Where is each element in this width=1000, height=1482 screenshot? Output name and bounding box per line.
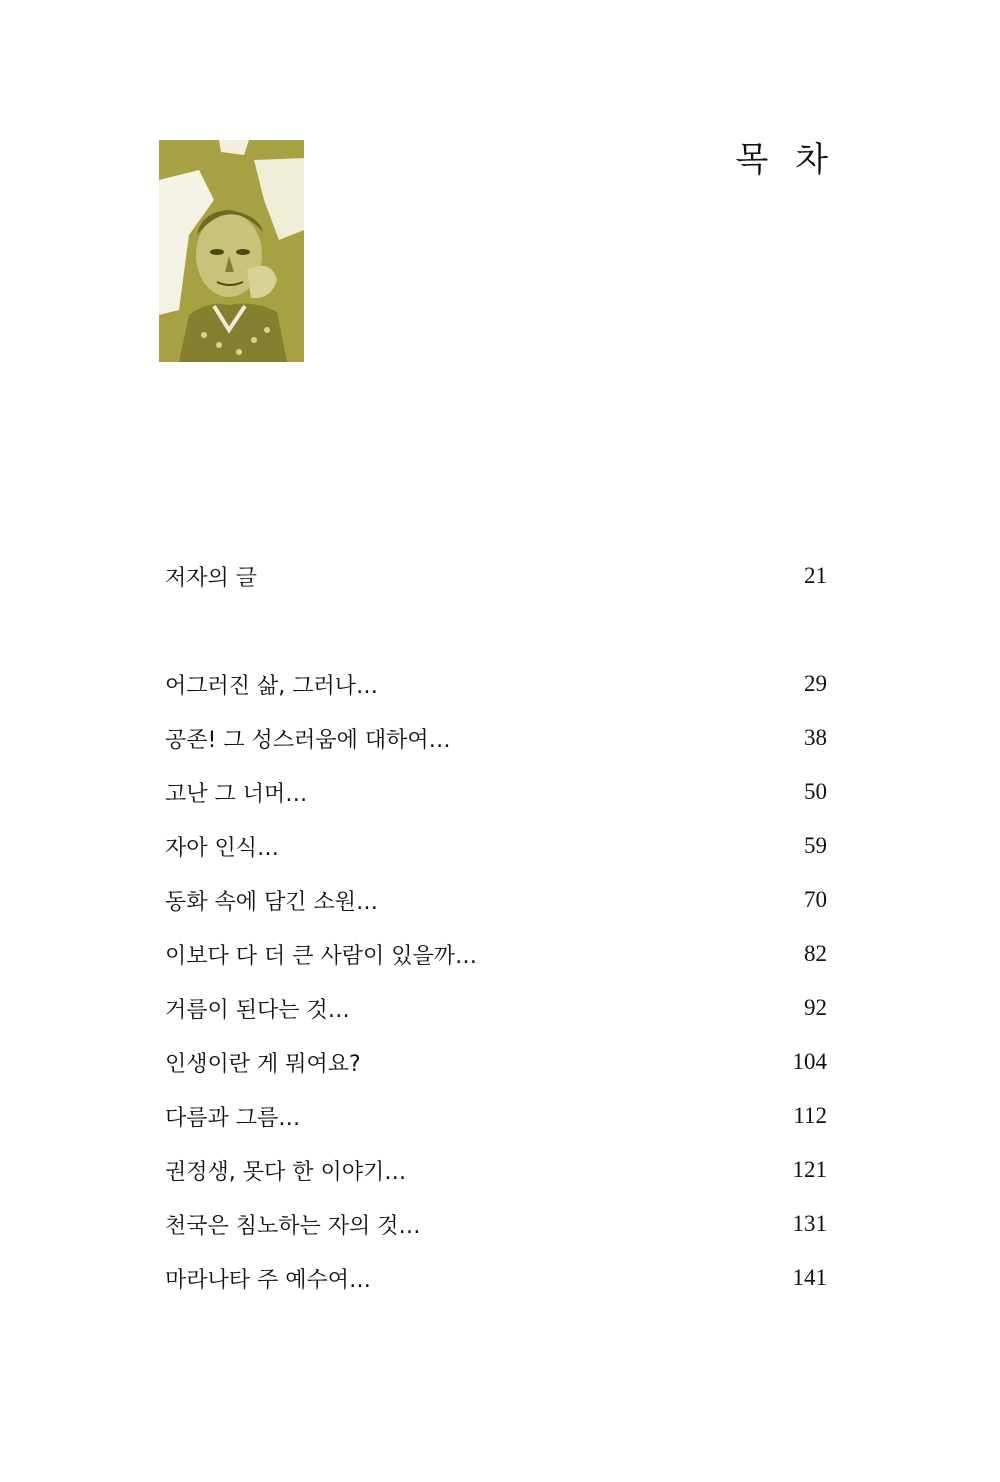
toc-entry-title: 자아 인식… [165, 835, 280, 861]
toc-entry-title: 권정생, 못다 한 이야기… [165, 1159, 407, 1185]
toc-entry [165, 558, 827, 594]
toc-entry-title: 다름과 그름… [165, 1105, 301, 1131]
toc-entry-page-number: 38 [804, 725, 827, 750]
toc-entry-title: 어그러진 삶, 그러나… [165, 673, 378, 699]
toc-entry [165, 1098, 827, 1134]
toc-entry [165, 936, 827, 972]
toc-entry [165, 1206, 827, 1242]
toc-heading: 목 차 [735, 140, 836, 180]
toc-entry-page-number: 50 [804, 779, 827, 804]
author-portrait [159, 140, 304, 362]
toc-entry [165, 720, 827, 756]
toc-entry-title: 마라나타 주 예수여… [165, 1267, 372, 1293]
toc-entry-title: 동화 속에 담긴 소원… [165, 889, 378, 915]
toc-entry [165, 666, 827, 702]
toc-entry-title: 이보다 다 더 큰 사람이 있을까… [165, 943, 477, 969]
toc-entry-title: 인생이란 게 뭐여요? [165, 1051, 361, 1077]
toc-entry [165, 1260, 827, 1296]
toc-entry-title: 저자의 글 [165, 565, 258, 591]
toc-entry [165, 828, 827, 864]
toc-entry-page-number: 92 [804, 995, 827, 1020]
toc-entry-page-number: 59 [804, 833, 827, 858]
toc-entry-page-number: 104 [792, 1049, 827, 1074]
toc-entry-page-number: 112 [793, 1103, 827, 1128]
toc-entry-title: 천국은 침노하는 자의 것… [165, 1213, 421, 1239]
toc-entry [165, 1044, 827, 1080]
toc-entry-title: 고난 그 너머… [165, 781, 308, 807]
toc-entry-page-number: 131 [792, 1211, 827, 1236]
toc-entry [165, 774, 827, 810]
toc-entry [165, 1152, 827, 1188]
toc-entry-title: 공존! 그 성스러움에 대하여… [165, 727, 451, 753]
toc-entry-page-number: 70 [804, 887, 827, 912]
toc-entry-page-number: 29 [804, 671, 827, 696]
toc-entry-page-number: 21 [804, 563, 827, 588]
toc-entry-page-number: 82 [804, 941, 827, 966]
toc-entry [165, 882, 827, 918]
toc-entry-page-number: 141 [792, 1265, 827, 1290]
toc-entry-title: 거름이 된다는 것… [165, 997, 350, 1023]
toc-entry [165, 990, 827, 1026]
toc-entry-page-number: 121 [792, 1157, 827, 1182]
